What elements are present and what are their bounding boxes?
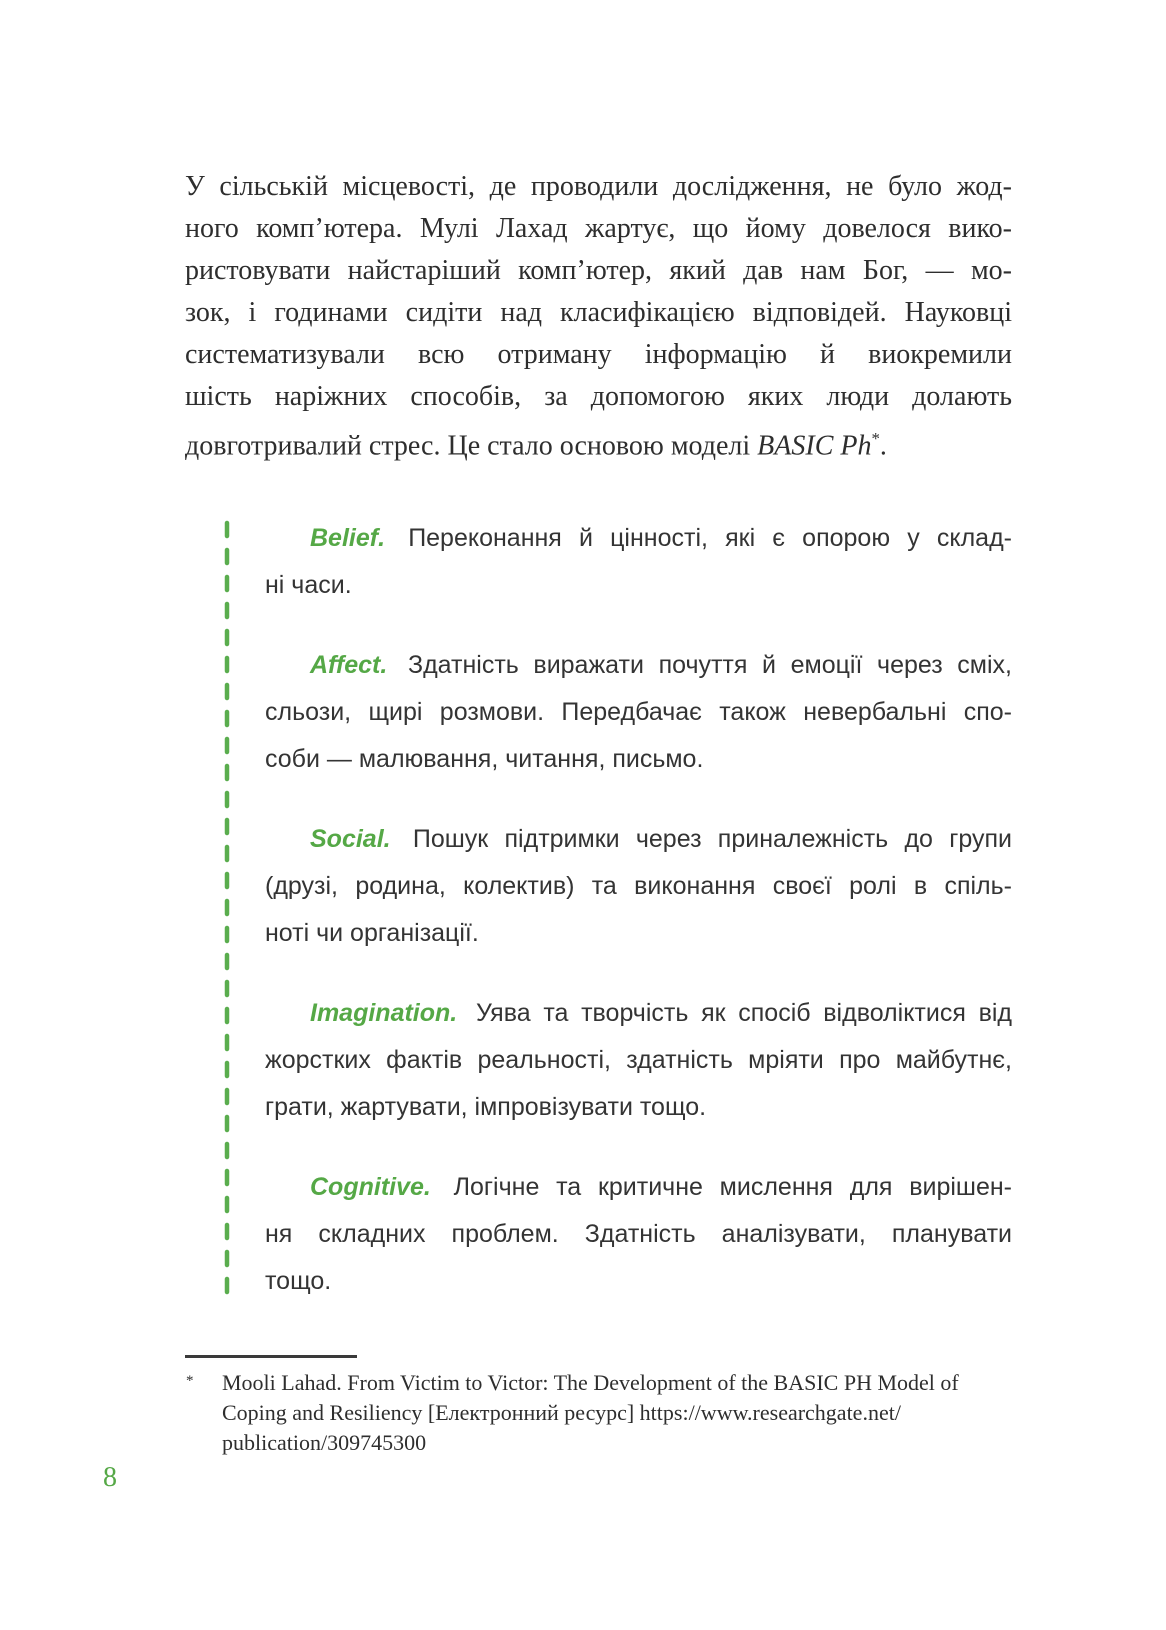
intro-paragraph [185,166,1012,467]
item-text: Пошук підтримки через приналежність до групи [412,825,1012,854]
item-line [265,515,1012,562]
paragraph-line: зок, і годинами сидіти над класифікацією відповідей. Науковці [185,297,1012,328]
footnote-line: Mooli Lahad. From Victim to Victor: The Development of the BASIC PH Model of [222,1370,959,1396]
footnote-marker-asterisk: * [186,1373,194,1390]
list-item-social [265,816,1012,957]
item-line: жорстких фактів реальності, здатність мріяти про майбутнє, [265,1046,1012,1075]
keyword-affect: Affect. [310,651,388,680]
list-item-imagination [265,990,1012,1131]
item-line: грати, жартувати, імпровізувати тощо. [265,1093,707,1122]
keyword-social: Social. [310,825,391,854]
page-number: 8 [103,1462,117,1493]
item-text: Уява та творчість як спосіб відволіктися від [475,999,1012,1028]
item-line: соби — малювання, читання, письмо. [265,745,704,774]
paragraph-line: У сільській місцевості, де проводили дослідження, не було жод- [185,171,1012,202]
paragraph-text: довготривалий стрес. Це стало основою моделі [185,430,758,462]
item-line: ноті чи організації. [265,919,479,948]
list-item-cognitive [265,1164,1012,1305]
item-line: (друзі, родина, колектив) та виконання своєї ролі в спіль- [265,872,1012,901]
item-line [265,816,1012,863]
keyword-cognitive: Cognitive. [310,1173,431,1202]
basic-ph-list [185,515,1012,1305]
keyword-imagination: Imagination. [310,999,458,1028]
item-line [265,642,1012,689]
paragraph-line: систематизували всю отриману інформацію й виокремили [185,339,1012,370]
item-line [265,990,1012,1037]
footnote-separator-rule [185,1355,357,1358]
paragraph-line: ристовувати найстаріший комп’ютер, який дав нам Бог, — мо- [185,255,1012,286]
footnote [185,1368,1012,1458]
list-item-belief [265,515,1012,609]
item-text: Логічне та критичне мислення для вирішен- [453,1173,1013,1202]
paragraph-line [185,418,1012,467]
item-text: Здатність виражати почуття й емоції через сміх, [407,651,1012,680]
list-item-affect [265,642,1012,783]
dashed-divider-line [223,519,231,1299]
item-line [265,1164,1012,1211]
item-line: ня складних проблем. Здатність аналізувати, планувати [265,1220,1012,1249]
item-line: тощо. [265,1267,332,1296]
item-text: Переконання й цінності, які є опорою у склад- [408,524,1012,553]
paragraph-line: ного комп’ютера. Мулі Лахад жартує, що йому довелося вико- [185,213,1012,244]
footnote-line: publication/309745300 [222,1430,427,1456]
paragraph-line: шість наріжних способів, за допомогою яких люди долають [185,381,1012,412]
footnote-reference-asterisk: * [871,429,880,448]
item-line: сльози, щирі розмови. Передбачає також невербальні спо- [265,698,1012,727]
paragraph-text: . [879,430,887,462]
item-line: ні часи. [265,571,352,600]
model-name-italic: BASIC Ph [757,430,872,462]
keyword-belief: Belief. [310,524,386,553]
footnote-line: Coping and Resiliency [Електронний ресурс] https://www.researchgate.net/ [222,1400,901,1426]
